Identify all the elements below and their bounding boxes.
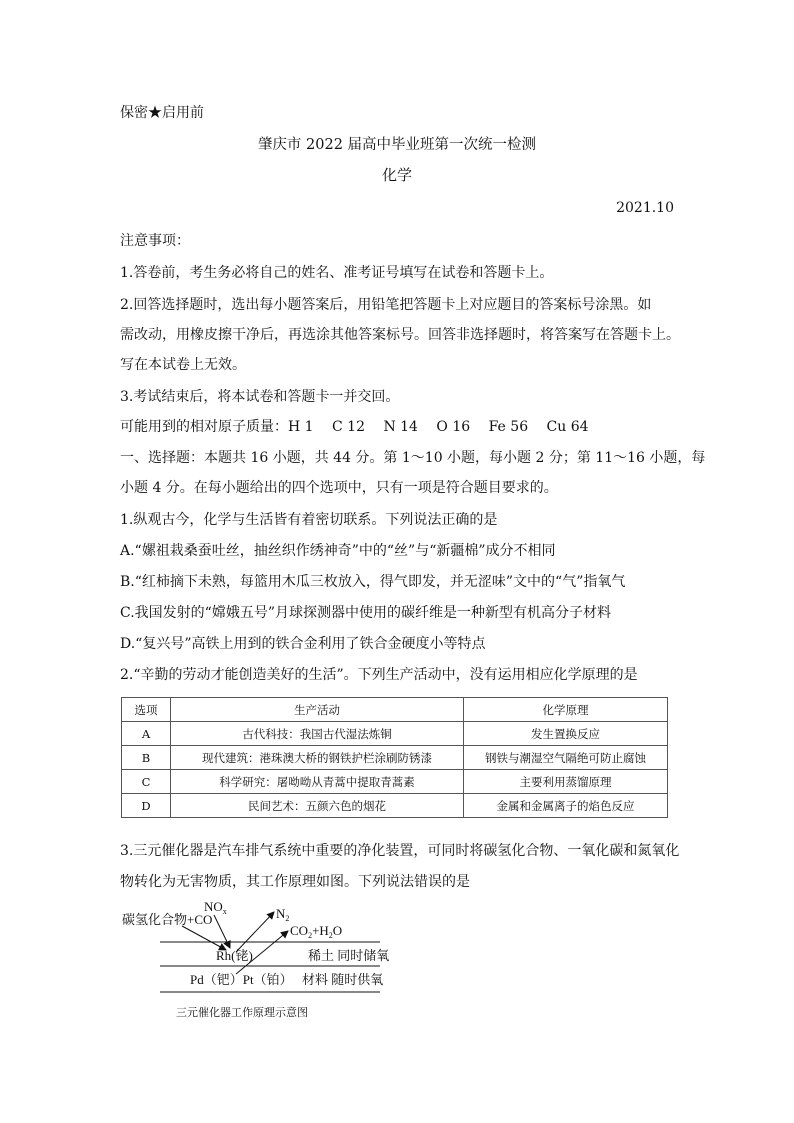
question-1-option-c: C.我国发射的“嫦娥五号”月球探测器中使用的碳纤维是一种新型有机高分子材料 — [120, 605, 611, 621]
table-cell: 民间艺术：五颜六色的烟花 — [171, 794, 464, 818]
table-cell: A — [122, 722, 171, 746]
note-1: 1.答卷前，考生务必将自己的姓名、准考证号填写在试卷和答题卡上。 — [120, 265, 554, 281]
question-1-option-d: D.“复兴号”高铁上用到的铁合金利用了铁合金硬度小等特点 — [120, 636, 486, 652]
note-2-line-3: 写在本试卷上无效。 — [120, 357, 246, 373]
table-cell: 古代科技：我国古代湿法炼铜 — [171, 722, 464, 746]
exam-title: 肇庆市 2022 届高中毕业班第一次统一检测 — [257, 137, 537, 153]
products-label: $CO_2+H_2O$ — [290, 923, 343, 940]
table-cell: D — [122, 794, 171, 818]
reactant-arrow — [182, 926, 226, 950]
reactant-label: 碳氢化合物+CO — [122, 912, 213, 927]
confidential-label: 保密★启用前 — [120, 105, 204, 121]
subject-title: 化学 — [381, 166, 412, 184]
n2-arrow — [236, 912, 274, 952]
table-header-cell: 生产活动 — [171, 698, 464, 722]
table-cell: 现代建筑：港珠澳大桥的钢铁护栏涂刷防锈漆 — [171, 746, 464, 770]
table-row — [122, 794, 668, 818]
rhodium-label: Rh(铑) — [216, 948, 253, 963]
figure-caption: 三元催化器工作原理示意图 — [176, 1007, 308, 1019]
table-cell: 金属和金属离子的焰色反应 — [464, 794, 668, 818]
question-1-option-a: A.“嫘祖栽桑蚕吐丝，抽丝织作绣神奇”中的“丝”与“新疆棉”成分不相同 — [120, 543, 556, 559]
catalytic-converter-diagram — [118, 898, 398, 1023]
table-row — [122, 746, 668, 770]
question-2-table — [121, 697, 668, 818]
atomic-masses: 可能用到的相对原子质量：H 1 C 12 N 14 O 16 Fe 56 Cu 64 — [120, 419, 589, 435]
note-2-line-2: 需改动，用橡皮擦干净后，再选涂其他答案标号。回答非选择题时，将答案写在答题卡上。 — [120, 327, 680, 343]
rare-earth-label: 稀土 同时储氧 — [308, 948, 390, 963]
table-header-cell: 化学原理 — [464, 698, 668, 722]
exam-date: 2021.10 — [616, 200, 674, 216]
note-2-line-1: 2.回答选择题时，选出每小题答案后，用铅笔把答题卡上对应题目的答案标号涂黑。如 — [120, 297, 652, 313]
section-intro-line-2: 小题 4 分。在每小题给出的四个选项中，只有一项是符合题目要求的。 — [120, 480, 558, 496]
table-row — [122, 722, 668, 746]
nox-label: $NO_x$ — [204, 899, 227, 916]
palladium-platinum-label: Pd（钯）Pt（铂） — [190, 972, 293, 987]
question-1-option-b: B.“红柿摘下未熟，每篮用木瓜三枚放入，得气即发，并无涩味”文中的“气”指氧气 — [120, 574, 626, 590]
notes-heading: 注意事项： — [120, 233, 190, 249]
table-cell: C — [122, 770, 171, 794]
table-row — [122, 770, 668, 794]
table-header-cell: 选项 — [122, 698, 171, 722]
table-cell: 科学研究：屠呦呦从青蒿中提取青蒿素 — [171, 770, 464, 794]
table-cell: 发生置换反应 — [464, 722, 668, 746]
question-3-stem-line-2: 物转化为无害物质，其工作原理如图。下列说法错误的是 — [120, 874, 470, 890]
question-1-stem: 1.纵观古今，化学与生活皆有着密切联系。下列说法正确的是 — [120, 512, 498, 528]
table-cell: 主要利用蒸馏原理 — [464, 770, 668, 794]
table-cell: 钢铁与潮湿空气隔绝可防止腐蚀 — [464, 746, 668, 770]
question-2-stem: 2.“辛勤的劳动才能创造美好的生活”。下列生产活动中，没有运用相应化学原理的是 — [120, 667, 638, 683]
material-label: 材料 随时供氧 — [302, 972, 384, 987]
question-3-stem-line-1: 3.三元催化器是汽车排气系统中重要的净化装置，可同时将碳氢化合物、一氧化碳和氮氧化 — [120, 843, 680, 859]
table-header-row — [122, 698, 668, 722]
n2-label: $N_2$ — [276, 906, 290, 923]
note-3: 3.考试结束后，将本试卷和答题卡一并交回。 — [120, 389, 400, 405]
table-cell: B — [122, 746, 171, 770]
section-intro-line-1: 一、选择题：本题共 16 小题，共 44 分。第 1～10 小题，每小题 2 分；第 11～16 小题，每 — [120, 450, 706, 466]
nox-arrow — [214, 915, 230, 948]
